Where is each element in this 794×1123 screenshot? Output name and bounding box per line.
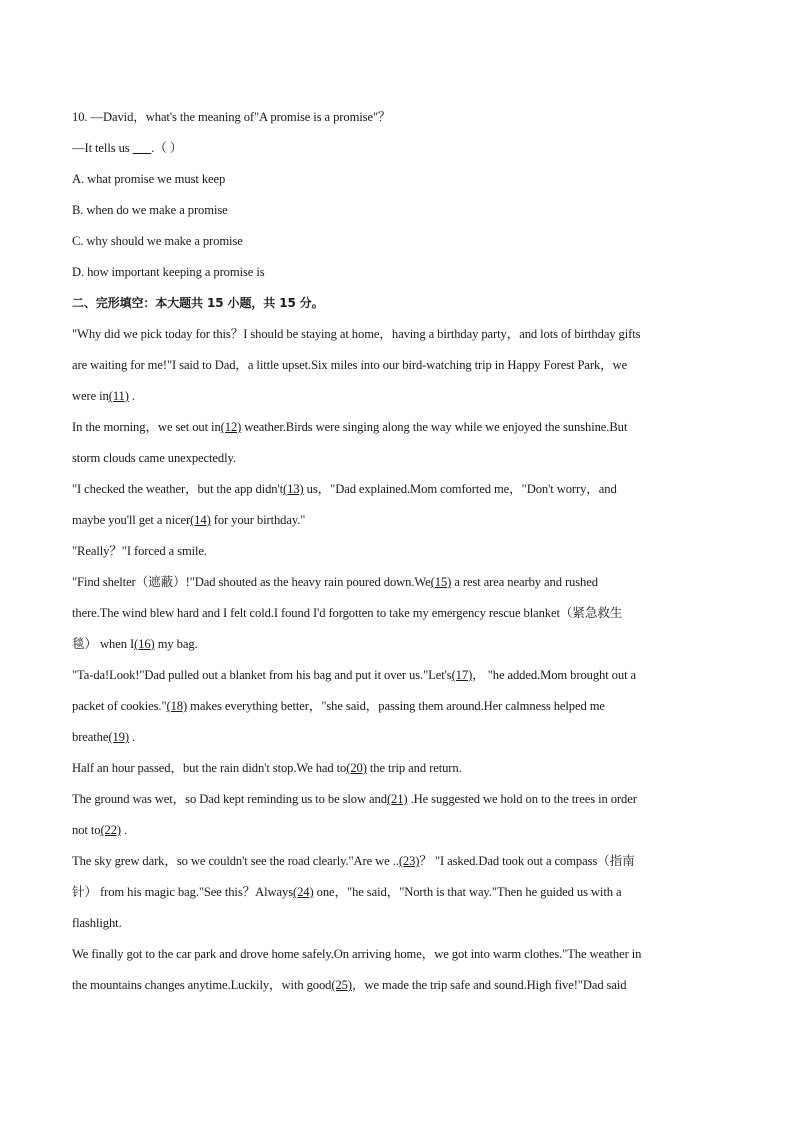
passage-line [72,629,722,660]
passage-text: "I checked the weather，but the app didn't [72,482,284,496]
passage-text: one，"he said，"North is that way."Then he guided us with a [313,885,622,899]
passage-text: makes everything better，"she said，passing them around.Her calmness helped me [187,699,605,713]
section-title: 二、完形填空：本大题共 15 小题，共 15 分。 [72,296,324,310]
cloze-blank: (18) [166,699,188,713]
passage-text: In the morning，we set out in [72,420,221,434]
cloze-blank: (13) [283,482,304,496]
passage-text: 针） from his magic bag."See this？Always [72,885,294,899]
passage-text: there.The wind blew hard and I felt cold.I found I'd forgotten to take my emergency rescue blanket（紧急救生 [72,606,623,620]
cloze-blank: (23) [398,854,420,868]
passage-line [72,939,722,970]
passage-text: ， "he added.Mom brought out a [472,668,637,682]
cloze-blank: (15) [430,575,452,589]
passage-text: not to [72,823,101,837]
passage-line [72,846,722,877]
passage-text: my bag. [154,637,198,651]
passage-line [72,319,722,350]
question-10-stem: 10. —David，what's the meaning of"A promise is a promise"？ [72,110,391,124]
question-10-reply [72,133,722,164]
passage-text: were in [72,389,109,403]
passage-text: the trip and return. [366,761,462,775]
option-a: A. what promise we must keep [72,172,226,186]
passage-line [72,970,722,1001]
passage-text: . [128,730,136,744]
cloze-passage [72,319,722,1001]
option-c: C. why should we make a promise [72,234,243,248]
cloze-blank: (21) [386,792,408,806]
passage-text: ，we made the trip safe and sound.High five!"Dad said [351,978,627,992]
reply-text-start: —It tells us [72,141,133,155]
passage-text: . [121,823,128,837]
passage-text: "Really？"I forced a smile. [72,544,207,558]
passage-text: 毯） when I [72,637,135,651]
passage-line [72,753,722,784]
cloze-blank: (22) [100,823,122,837]
passage-text: a rest area nearby and rushed [451,575,598,589]
reply-text-end: .（ ） [151,141,183,155]
passage-line [72,784,722,815]
passage-text: for your birthday." [210,513,306,527]
cloze-blank: (17) [451,668,473,682]
passage-line [72,598,722,629]
passage-text: breathe [72,730,109,744]
option-b: B. when do we make a promise [72,203,228,217]
passage-text: We finally got to the car park and drove home safely.On arriving home，we got into warm clothes."The weather in [72,947,642,961]
passage-line [72,908,722,939]
passage-line [72,474,722,505]
passage-text: Half an hour passed，but the rain didn't stop.We had to [72,761,347,775]
option-d: D. how important keeping a promise is [72,265,265,279]
passage-line [72,567,722,598]
passage-text: storm clouds came unexpectedly. [72,451,236,465]
passage-text: The ground was wet，so Dad kept reminding us to be slow and [72,792,387,806]
passage-text: The sky grew dark，so we couldn't see the road clearly."Are we .. [72,854,399,868]
passage-line [72,536,722,567]
passage-text: "Find shelter（遮蔽）!"Dad shouted as the heavy rain poured down.We [72,575,431,589]
passage-text: packet of cookies." [72,699,167,713]
passage-text: flashlight. [72,916,122,930]
passage-line [72,505,722,536]
passage-text: "Ta-da!Look!"Dad pulled out a blanket from his bag and put it over us."Let's [72,668,452,682]
passage-text: are waiting for me!"I said to Dad，a little upset.Six miles into our bird-watching trip in Happy Forest Park，we [72,358,628,372]
passage-text: weather.Birds were singing along the way while we enjoyed the sunshine.But [241,420,628,434]
cloze-blank: (12) [220,420,242,434]
passage-line [72,877,722,908]
cloze-blank: (11) [108,389,129,403]
passage-line [72,691,722,722]
passage-line [72,350,722,381]
passage-text: ？ "I asked.Dad took out a compass（指南 [419,854,635,868]
passage-text: . [128,389,135,403]
cloze-blank: (19) [108,730,129,744]
passage-line [72,660,722,691]
cloze-blank: (24) [293,885,314,899]
document-page [72,102,722,1001]
passage-text: "Why did we pick today for this？I should be staying at home，having a birthday party，and lots of birthday gifts [72,327,641,341]
passage-text: us，"Dad explained.Mom comforted me，"Don't worry，and [303,482,617,496]
passage-text: maybe you'll get a nicer [72,513,191,527]
cloze-blank: (16) [134,637,155,651]
reply-blank: ___ [132,141,152,155]
cloze-blank: (14) [190,513,211,527]
passage-line [72,443,722,474]
passage-line [72,722,722,753]
cloze-blank: (25) [331,978,352,992]
passage-text: the mountains changes anytime.Luckily，with good [72,978,332,992]
passage-line [72,381,722,412]
passage-line [72,815,722,846]
cloze-blank: (20) [346,761,367,775]
passage-text: .He suggested we hold on to the trees in order [407,792,637,806]
passage-line [72,412,722,443]
